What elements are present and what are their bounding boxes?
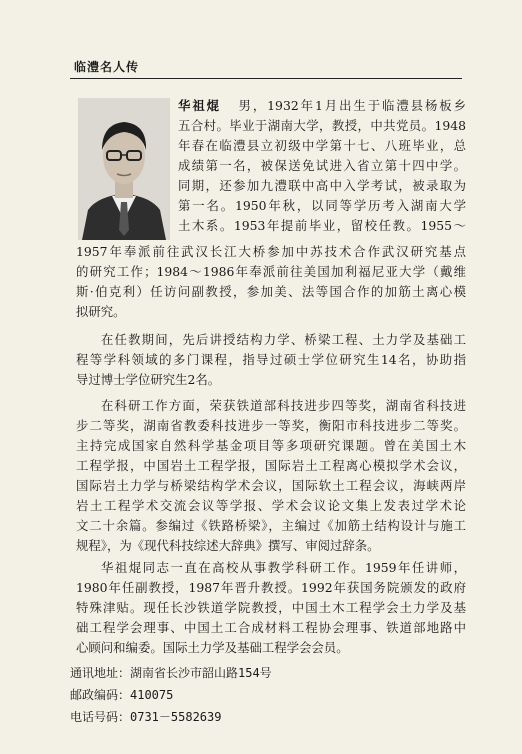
contact-phone: 电话号码：0731－5582639: [70, 710, 222, 724]
bio-line: 土木系。1953年提前毕业，留校任教。1955～: [178, 218, 466, 233]
bio-line: 文二十余篇。参编过《铁路桥梁》，主编过《加筋土结构设计与施工: [76, 518, 466, 533]
contact-postcode: 邮政编码：410075: [70, 688, 174, 702]
bio-paragraph-4: [76, 558, 466, 658]
bio-line: 步二等奖，湖南省教委科技进步一等奖，衡阳市科技进步二等奖。: [76, 418, 466, 433]
bio-line: 1957年奉派前往武汉长江大桥参加中苏技术合作武汉研究基点: [76, 244, 466, 259]
bio-line: 工程学报，中国岩土工程学报，国际岩土工程离心模拟学术会议，: [76, 458, 466, 473]
bio-line: 拟研究。: [76, 304, 126, 319]
bio-paragraph-2: [76, 330, 466, 390]
bio-line: 规程》，为《现代科技综述大辞典》撰写、审阅过辞条。: [76, 538, 380, 553]
bio-line: 斯·伯克利）任访问副教授，参加美、法等国合作的加筋土离心模: [76, 284, 466, 299]
bio-line: 五合村。毕业于湖南大学，教授，中共党员。1948: [178, 118, 466, 133]
bio-line: 主持完成国家自然科学基金项目等多项研究课题。曾在美国土木: [76, 438, 466, 453]
bio-paragraph-1-top: [178, 96, 466, 236]
person-name: 华祖焜: [178, 98, 221, 113]
bio-line: 程等学科领域的多门课程，指导过硕士学位研究生14名，协助指: [76, 352, 466, 367]
bio-line: 同期，还参加九澧联中高中入学考试，被录取为: [178, 178, 466, 193]
bio-line: 1980年任副教授，1987年晋升教授。1992年获国务院颁发的政府: [76, 580, 466, 595]
running-header: 临澧名人传: [74, 60, 140, 74]
bio-line: 心顾问和编委。国际土力学及基础工程学会会员。: [76, 640, 349, 655]
bio-line: 在科研工作方面，荣获铁道部科技进步四等奖，湖南省科技进: [101, 398, 466, 413]
bio-paragraph-3: [76, 396, 466, 556]
bio-line: 国际岩土力学与桥梁结构学术会议，国际软土工程会议，海峡两岸: [76, 478, 466, 493]
bio-line: 成绩第一名，被保送免试进入省立第十四中学。: [178, 158, 466, 173]
bio-intro: 男，1932年1月出生于临澧县杨板乡: [238, 98, 466, 113]
bio-line: 华祖焜同志一直在高校从事教学科研工作。1959年任讲师，: [101, 560, 466, 575]
portrait-icon: [78, 98, 170, 240]
bio-paragraph-1-bottom: [76, 242, 466, 322]
bio-line: 岩土工程学术交流会议等学报、学术会议论文集上发表过学术论: [76, 498, 466, 513]
bio-line: 导过博士学位研究生2名。: [76, 372, 221, 387]
bio-line: 特殊津贴。现任长沙铁道学院教授，中国土木工程学会土力学及基: [76, 600, 466, 615]
contact-address: 通讯地址：湖南省长沙市韶山路154号: [70, 666, 272, 680]
bio-line: 年春在临澧县立初级中学第十七、八班毕业，总: [178, 138, 466, 153]
bio-line: 础工程学会理事、中国土工合成材料工程协会理事、铁道部地路中: [76, 620, 466, 635]
portrait-photo: [78, 98, 170, 240]
bio-line: 第一名。1950年秋，以同等学历考入湖南大学: [178, 198, 466, 213]
header-rule: [70, 78, 462, 79]
bio-line: 在任教期间，先后讲授结构力学、桥梁工程、土力学及基础工: [101, 332, 466, 347]
bio-line: 的研究工作；1984～1986年奉派前往美国加利福尼亚大学（戴维: [76, 264, 466, 279]
